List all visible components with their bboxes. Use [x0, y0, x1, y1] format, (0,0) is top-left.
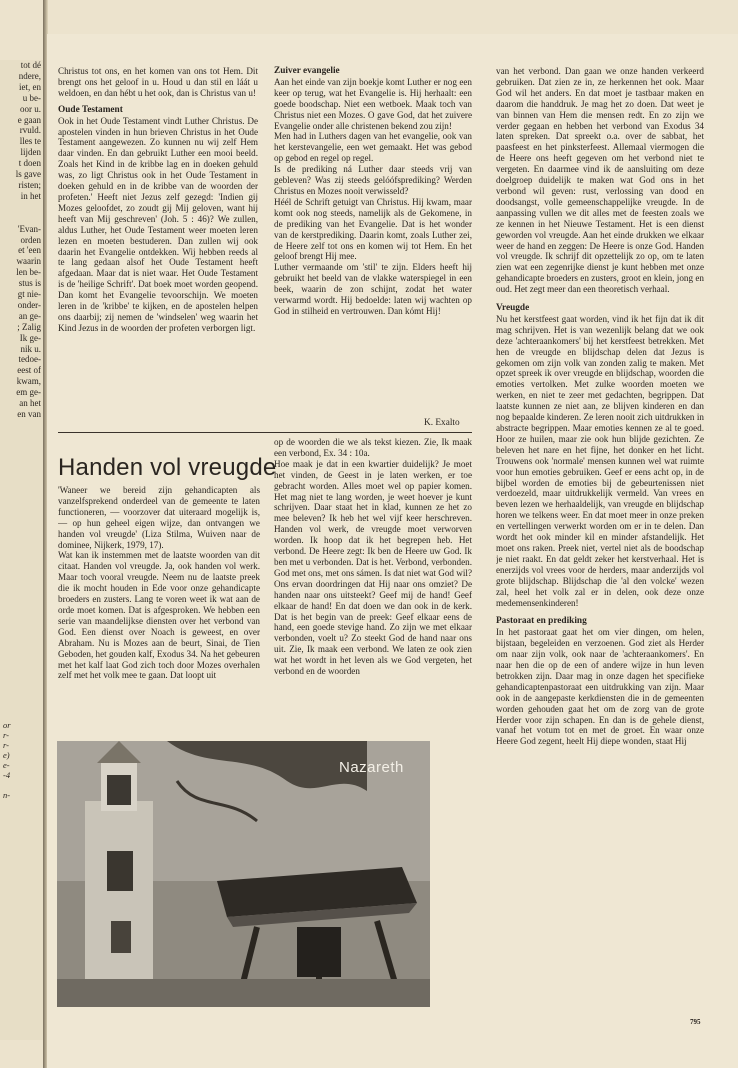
previous-page-fragment [0, 60, 44, 1040]
previous-page-line: en van [17, 409, 41, 419]
previous-page-line: nik u. [20, 343, 41, 354]
previous-page-line: an het [19, 398, 41, 409]
article-divider-rule [58, 432, 472, 433]
pastoraat-paragraph: In het pastoraat gaat het om vier dingen, om helen, bijstaan, begeleiden en verzoenen. God ziet als Herder om naar zijn volk, ook naar de 'achteraankomers'. En naar hen die op de een of andere wijze in hun leven betrokken zijn. Daar mag in onze dagen het specifieke gehandicaptenpastoraat een uitdrukking van zijn. Maar ook in de aangepaste kerkdiensten die in de gemeenten worden gehouden gaat het om de zorg van de grote Herder voor zijn schapen. En dan is de gehele dienst, vanaf het votum tot en met de groet. En waar onze Heere God zegent, heelt Hij diepe wonden, staat Hij [496, 627, 704, 747]
photo-caption: Nazareth [339, 759, 404, 776]
previous-page-line: iet, en [19, 81, 41, 92]
column-2-top [274, 66, 472, 414]
previous-page-line: stus is [18, 278, 41, 289]
section-heading-pastoraat: Pastoraat en prediking [496, 616, 587, 627]
previous-page-line [0, 213, 44, 224]
col3-paragraph-1: van het verbond. Dan gaan we onze handen verkeerd gebruiken. Dat zien ze in, ze herkennen het ook. Maar God wil het anders. En dat moet je tastbaar maken en daarom die handdruk. Je mag het zo doen. Dat weet je van binnen van Hem die mensen redt. En zo zijn we verder gegaan en hebben het verbond van Exodus 34 laten spreken. Dat spreekt o.a. over de sabbat, het paasfeest en het pinksterfeest. Allemaal viermogen die de Heere ons heeft gegeven om het verbond niet te vergeten. En daarmee vind ik de aansluiting om deze doelgroep duidelijk te maken wat God ons in het verbond wil geven: rust, verlossing van dood en doodsangst, volle gemeenschappelijke vreugde. In de aanpassing vullen we dit alles met de feesten zoals we ze kennen in het Nieuwe Testament. Het is een dienst geworden vol vreugde. Aan het einde drukken we elkaar weer de hand en zeggen: De Heere is onze God. Handen vol vreugde. Ik schrijf dit opzettelijk zo op, om te laten zien wat een zegenrijke dienst je kunt hebben met onze gehandicapte broeders en zusters, groot en klein, jong en oud. Het zegt meer dan een theoretisch verhaal. [496, 66, 704, 295]
previous-page-line: oor u. [20, 103, 41, 114]
column-1-top [58, 66, 258, 432]
oude-testament-paragraph: Ook in het Oude Testament vindt Luther Christus. De apostelen vinden in hun brieven Christus in het Oude Testament aangewezen. Zo kunnen nu wij zelf Hem daar vinden. En dan gebruikt Luther een mooi beeld. Zoals het Kind in de kribbe lag en in doeken gehuld was, zo ligt Christus ook in het Oude Testament in doeken gehuld en in de kribbe van de woorden der profeten.' Heeft niet Jezus zelf gezegd: 'Indien gij Mozes geloofdet, zo zoudt gij Mij geloven, want hij heeft van Mij geschreven' (Joh. 5 : 46)? We zullen, aldus Luther, het Oude Testament weer moeten leren lezen en moeten bestuderen. Dan zullen wij ook daarin het Evangelie ontdekken. Wij hebben reeds al te lang gedaan alsof het Oude Testament heeft afgedaan. Maar dat is niet waar. Het Oude Testament is de 'heilige Schrift'. Dat boek moet worden geopend. Dan komt het Evangelie tevoorschijn. We moeten leren in de 'kribbe' te kijken, en de apostelen helpen ons daarbij; zij nemen de 'windselen' weg waarin het Kind Jezus in de woorden der profeten verborgen ligt. [58, 115, 258, 333]
section-heading-oude-testament: Oude Testament [58, 104, 123, 115]
vreugde-paragraph: Nu het kerstfeest gaat worden, vind ik het fijn dat ik dit mag schrijven. Het is van wezenlijk belang dat we ook deze 'achteraankomers' bij het kerstfeest betrekken. Met hen de vreugde en blijdschap delen dat Jezus is gekomen om zijn volk van zonden zalig te maken. Met opzet spreek ik over vreugde en blijdschap, woorden die emoties vertolken. Met zulke woorden moeten we werken, en niet te zeer met gedachten, begrippen. Dat laatste kunnen ze niet aan, ze blijven kinderen en dan nog bepaalde kinderen. Ze leren nooit zich uitdrukken in abstracte begrippen. Maar emoties kennen ze al te goed. Hoor ze huilen, maar zie ook hun blijde gezichten. Ze beleven het nare en het fijne, het donker en het licht. Trouwens ook 'normale' mensen kunnen wel wat ruimte voor hun emoties gebruiken. Geef er eens acht op, in de bijbel worden de emoties bij de gebeurtenissen niet verdoezeld, maar uitdrukkelijk vermeld. Van vrees en beven lezen we herhaaldelijk, van vreugde en blijdschap horen we telkens weer. En dat moet meer in onze preken en vertellingen verwerkt worden om er in te delen. Dan wordt het ook minder kil en minder afstandelijk. Het moet ons raken. Preek niet, vertel niet als de boodschap je niet raakt. En dat geldt zeker het kerstverhaal. Het is enerzijds vol vrees voor de herders, maar anderzijds vol grote blijdschap. Blijdschap die 'al den volcke' wezen zal, heel het volk zal er in delen, ook deze onze medemensenkinderen! [496, 313, 704, 608]
previous-page-fragment-line: or [3, 719, 11, 730]
previous-page-line: gt nie- [17, 289, 41, 300]
previous-page-line: rvuld. [19, 125, 41, 136]
previous-page-line: t doen [18, 158, 41, 169]
previous-page-line: tot dé [20, 60, 41, 70]
previous-page-line: lles te [19, 136, 41, 147]
section-heading-vreugde: Vreugde [496, 303, 530, 314]
zuiver-evangelie-p3: Is de prediking ná Luther daar steeds vrij van gebleven? Was zij steeds gelóófsprediking? Werden Christus en Mozes nooit verwisseld? [274, 164, 472, 196]
article-column-2 [274, 437, 472, 739]
previous-page-lines [0, 60, 44, 420]
section-heading-zuiver-evangelie: Zuiver evangelie [274, 66, 340, 76]
article-author: K. Exalto [424, 418, 460, 428]
zuiver-evangelie-p4: Héél de Schrift getuigt van Christus. Hij kwam, maar komt ook nog steeds, namelijk als de Gekomene, in de prediking van het Evangelie. Dat is het wonder van de kerstprediking. Daarin komt, zoals Luther zei, de Heere zelf tot ons en komen wij tot Hem. En het geloof brengt Hij mee. [274, 196, 472, 262]
previous-page-line: et 'een [18, 245, 41, 256]
previous-page-line: em ge- [16, 387, 41, 398]
luther-intro-paragraph: Christus tot ons, en het komen van ons tot Hem. Dit brengt ons het geloof in u. Houd u dan stil en láát u weldoen, en dan hébt u het ook, dan is Christus van u! [58, 66, 258, 98]
previous-page-line: in het [20, 190, 41, 201]
article-body-paragraph-2: Hoe maak je dat in een kwartier duidelijk? Je moet het vinden, de Geest in je laten werken, er toe gebracht worden. Alles moet wel op papier komen. Het mag niet te lang worden, je weet hoever je kunt schrijven. Daar staat het in klad, kunnen ze het zo mee beleven? Ik heb het wel vijf keer herschreven. Handen vol werk, de vreugde moet verworven worden. Ik hoop dat ik het begrepen heb. Het verbond. De Heere zegt: Ik ben de Heere uw God. Ik ben met u verbonden. Dat is het. Verbond, verbonden. God met ons, met ons sámen. Is dat niet wat God wil? Ons ervan doordringen dat Hij naar ons omziet? De handen naar ons uitsteekt? Geef mij de hand! Geef elkaar de hand! En dat doen we dan ook in de kerk. Dat is het begin van de preek: Geef elkaar eens de hand, een goede stevige hand. Zo zijn we met elkaar verbonden, voelt u? Zo steekt God de hand naar ons uit. Zie, Ik maak een verbond. We laten ze ook zien wat het wordt in het leven als we God vergeten, het verbond en de woorden [274, 458, 472, 677]
previous-page-line [0, 202, 44, 213]
column-3 [496, 66, 704, 1010]
previous-page-fragment-line: -4 [3, 769, 11, 780]
article-column-1 [58, 485, 260, 737]
previous-page-fragment-line: r- [3, 729, 9, 740]
previous-page-line: 'Evan- [17, 223, 41, 234]
page-number: 795 [690, 1018, 701, 1026]
previous-page-line: an ge- [18, 310, 41, 321]
previous-page-line: risten; [18, 179, 41, 190]
article-title: Handen vol vreugde [58, 454, 277, 481]
previous-page-line: lijden [20, 147, 41, 158]
previous-page-fragments [0, 720, 44, 800]
previous-page-line: ; Zalig [17, 321, 41, 332]
previous-page-line: kwam, [16, 376, 41, 387]
nazareth-photo [57, 741, 430, 1007]
previous-page-line: e gaan [17, 114, 41, 125]
previous-page-fragment-line: e) [3, 749, 10, 760]
previous-page-fragment-line: e- [3, 759, 10, 770]
previous-page-line: u be- [22, 92, 41, 103]
previous-page-line: onder- [17, 299, 41, 310]
previous-page-fragment-line [0, 780, 44, 790]
previous-page-line: tedoe- [18, 354, 41, 365]
previous-page-line: orden [20, 234, 41, 245]
zuiver-evangelie-p1: Aan het einde van zijn boekje komt Luther er nog een keer op terug, wat het Evangelie is. Hij herhaalt: een goede boodschap. Niet een wetboek. Maak toch van Christus niet een Mozes. O gave God, dat het zuivere Evangelie onder alle christenen bekend zou zijn! [274, 76, 472, 131]
previous-page-line: len be- [16, 267, 41, 278]
previous-page-line: waarin [16, 256, 41, 267]
article-quote-paragraph: 'Waneer we bereid zijn gehandicapten als vanzelfsprekend onderdeel van de gemeente te laten functioneren, — voorzover dat uiteraard mogelijk is, — op hun geheel eigen wijze, dan ontvangen we handen vol vreugde' (Liza Stilma, Wuiven naar de dominee, Nijkerk, 1979, 17). [58, 485, 260, 550]
previous-page-fragment-line: n- [3, 789, 11, 800]
article-body-paragraph-1: Wat kan ik instemmen met de laatste woorden van dit citaat. Handen vol vreugde. Ja, ook handen vol werk. Maar toch vooral vreugde. Neem nu de laatste preek die ik mocht houden in Ede voor onze gehandicapte broeders en zusters. Lang te voren weet ik wat aan de orde moet komen. Dat is afgesproken. We hebben een serie van maandelijkse diensten over het verbond van God. Een dienst over Noach is geweest, en over Abraham. Nu is Mozes aan de beurt, Sinai, de Tien Geboden, het gouden kalf, Exodus 34. Na het gebeuren met het kalf laat God zich toch door Mozes overhalen zelf met het volk mee te gaan. Dat loopt uit [58, 550, 260, 681]
previous-page-line: ndere, [18, 70, 41, 81]
previous-page-line: Ik ge- [19, 332, 41, 343]
previous-page-line: ls gave [15, 169, 41, 180]
previous-page-line: eest of [17, 365, 41, 376]
previous-page-fragment-line: r- [3, 739, 9, 750]
zuiver-evangelie-p5: Luther vermaande om 'stil' te zijn. Elders heeft hij gebruikt het beeld van de vlakke waterspiegel in een beek, waarin de zon schijnt, zodat het water verwarmd wordt. Hij bedoelde: laten wij wachten op God in stilheid en vertrouwen. Dan kómt Hij! [274, 262, 472, 316]
article-verse-paragraph: op de woorden die we als tekst kiezen. Zie, Ik maak een verbond, Ex. 34 : 10a. [274, 437, 472, 458]
zuiver-evangelie-p2: Men had in Luthers dagen van het evangelie, ook van het kerstevangelie, een wet gemaakt. Het was gebod op gebod en regel op regel. [274, 131, 472, 164]
